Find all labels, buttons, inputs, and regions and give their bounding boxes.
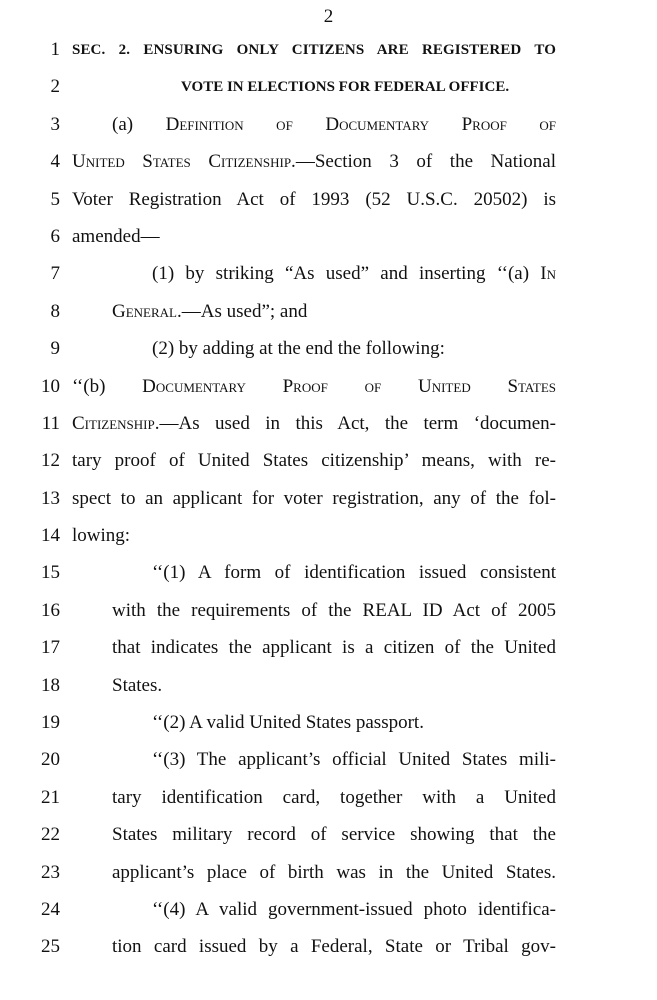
line-text: ‘‘(4) A valid government-issued photo identifica- <box>152 898 556 920</box>
line-22 <box>0 814 657 851</box>
line-number: 19 <box>41 712 60 734</box>
line-number: 5 <box>50 188 60 210</box>
line-text: United States Citizenship.—Section 3 of the National <box>72 151 556 173</box>
line-text: tion card issued by a Federal, State or Tribal gov- <box>112 936 556 958</box>
page-number: 2 <box>323 6 334 27</box>
line-14 <box>0 515 657 552</box>
line-number: 18 <box>41 674 60 696</box>
line-20 <box>0 739 657 776</box>
line-11 <box>0 403 657 440</box>
line-25 <box>0 926 657 963</box>
line-text: States. <box>112 674 163 696</box>
line-number: 20 <box>41 749 60 771</box>
line-8 <box>0 291 657 328</box>
line-number: 13 <box>41 487 60 509</box>
line-number: 8 <box>50 300 60 322</box>
line-text: with the requirements of the REAL ID Act of 2005 <box>112 599 556 621</box>
line-number: 2 <box>50 76 60 98</box>
line-text: General.—As used”; and <box>112 300 308 322</box>
line-text: ‘‘(b) Documentary Proof of United States <box>72 375 556 397</box>
line-number: 25 <box>41 936 60 958</box>
line-text: applicant’s place of birth was in the United States. <box>112 861 556 883</box>
bill-text <box>0 29 657 964</box>
line-text: (1) by striking “As used” and inserting ‘‘(a) In <box>152 263 556 285</box>
line-16 <box>0 590 657 627</box>
line-text: Citizenship.—As used in this Act, the term ‘documen- <box>72 412 556 434</box>
line-number: 3 <box>50 113 60 135</box>
line-12 <box>0 440 657 477</box>
line-text: spect to an applicant for voter registration, any of the fol- <box>72 487 556 509</box>
line-4 <box>0 141 657 178</box>
line-23 <box>0 852 657 889</box>
line-number: 24 <box>41 898 60 920</box>
line-21 <box>0 777 657 814</box>
line-number: 21 <box>41 786 60 808</box>
line-text: ‘‘(3) The applicant’s official United States mili- <box>152 749 556 771</box>
line-number: 10 <box>41 375 60 397</box>
line-text: lowing: <box>72 525 131 547</box>
line-18 <box>0 665 657 702</box>
line-text: Voter Registration Act of 1993 (52 U.S.C. 20502) is <box>72 188 556 210</box>
line-number: 12 <box>41 450 60 472</box>
line-text: States military record of service showing that the <box>112 824 556 846</box>
line-text: tary identification card, together with a United <box>112 786 556 808</box>
line-17 <box>0 627 657 664</box>
line-number: 4 <box>50 151 60 173</box>
line-2 <box>0 66 657 103</box>
line-number: 15 <box>41 562 60 584</box>
line-number: 14 <box>41 525 60 547</box>
line-text: tary proof of United States citizenship’ means, with re- <box>72 450 556 472</box>
line-7 <box>0 253 657 290</box>
line-number: 22 <box>41 824 60 846</box>
line-10 <box>0 366 657 403</box>
line-text: ‘‘(1) A form of identification issued consistent <box>152 562 556 584</box>
line-number: 9 <box>50 338 60 360</box>
line-number: 17 <box>41 637 60 659</box>
line-6 <box>0 216 657 253</box>
line-text: ‘‘(2) A valid United States passport. <box>152 712 424 734</box>
line-text: (2) by adding at the end the following: <box>152 338 445 360</box>
line-5 <box>0 179 657 216</box>
section-heading: SEC. 2. ENSURING ONLY CITIZENS ARE REGISTERED TO <box>72 42 556 58</box>
line-number: 16 <box>41 599 60 621</box>
section-heading-continued: VOTE IN ELECTIONS FOR FEDERAL OFFICE. <box>181 79 510 96</box>
line-text: (a) Definition of Documentary Proof of <box>112 113 556 135</box>
line-13 <box>0 478 657 515</box>
line-19 <box>0 702 657 739</box>
line-number: 11 <box>41 412 60 434</box>
line-number: 6 <box>50 225 60 247</box>
line-15 <box>0 552 657 589</box>
line-text: that indicates the applicant is a citizen of the United <box>112 637 556 659</box>
line-9 <box>0 328 657 365</box>
line-number: 23 <box>41 861 60 883</box>
line-1 <box>0 29 657 66</box>
line-24 <box>0 889 657 926</box>
line-number: 1 <box>50 39 60 60</box>
line-text: amended— <box>72 225 160 247</box>
line-3 <box>0 104 657 141</box>
line-number: 7 <box>50 263 60 285</box>
